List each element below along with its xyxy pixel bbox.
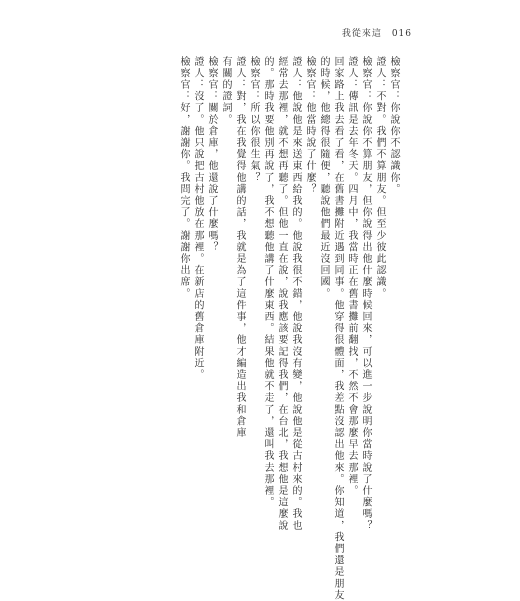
text-column: 證人：對，我在我覺得他講的話，我就是為了這件事，他才編造出我和倉庫	[234, 56, 245, 439]
text-column: 檢察官：你說你不認識你。	[388, 56, 399, 196]
running-title: 我從來這	[341, 29, 382, 39]
text-column: 證人：不對。我們不算朋友。但至少彼此認識。	[374, 56, 385, 300]
text-column: 的時候，他總得很隨便，聽說他們最近沒回國。	[318, 56, 329, 300]
text-column: 有關的證詞。	[220, 56, 231, 126]
text-column: 證人：傳訊是去年冬天。四月中，我當時正在舊書攤前翻找，不然不會那麼早去那裡。	[346, 56, 357, 497]
text-column: 檢察官：他當時說了什麼？	[304, 56, 315, 196]
text-column: 檢察官：好，謝謝你。我問完了。謝謝你出席。	[178, 56, 189, 300]
text-column: 檢察官：你說你不算朋友，但你說得出他什麼時候回來，可以進一步說明你當時說了什麼嗎？	[360, 56, 371, 532]
text-column: 的。那時我要他別再說了，我不想聽他講了什麼東西。結果他就不走了，還叫我去那裡。	[262, 56, 273, 509]
text-column: 經常去那裡，就不想再聽了。但他一直在說，說我應該要記得我們，在台北，我想他是這麼說	[276, 56, 287, 532]
page-number: 016	[391, 29, 412, 39]
running-header	[342, 26, 412, 39]
vertical-text-block	[178, 56, 399, 601]
text-column: 檢察官：關於倉庫，他還說了什麼嗎？	[206, 56, 217, 254]
text-column: 回家路上我去看了看，在舊書攤附近遇到同事。他穿得很體面，我差點沒認出他來。你知道，我們還是朋友	[332, 56, 343, 601]
text-column: 證人：他說他是來送東西給我的。他說我很不錯，他說我沒有變，他說他是從古村來的。我也	[290, 56, 301, 532]
text-column: 證人：沒了。他只說把古村他放在那裡。在新店的舊倉庫附近。	[192, 56, 203, 381]
text-column: 檢察官：所以你很生氣？	[248, 56, 259, 184]
